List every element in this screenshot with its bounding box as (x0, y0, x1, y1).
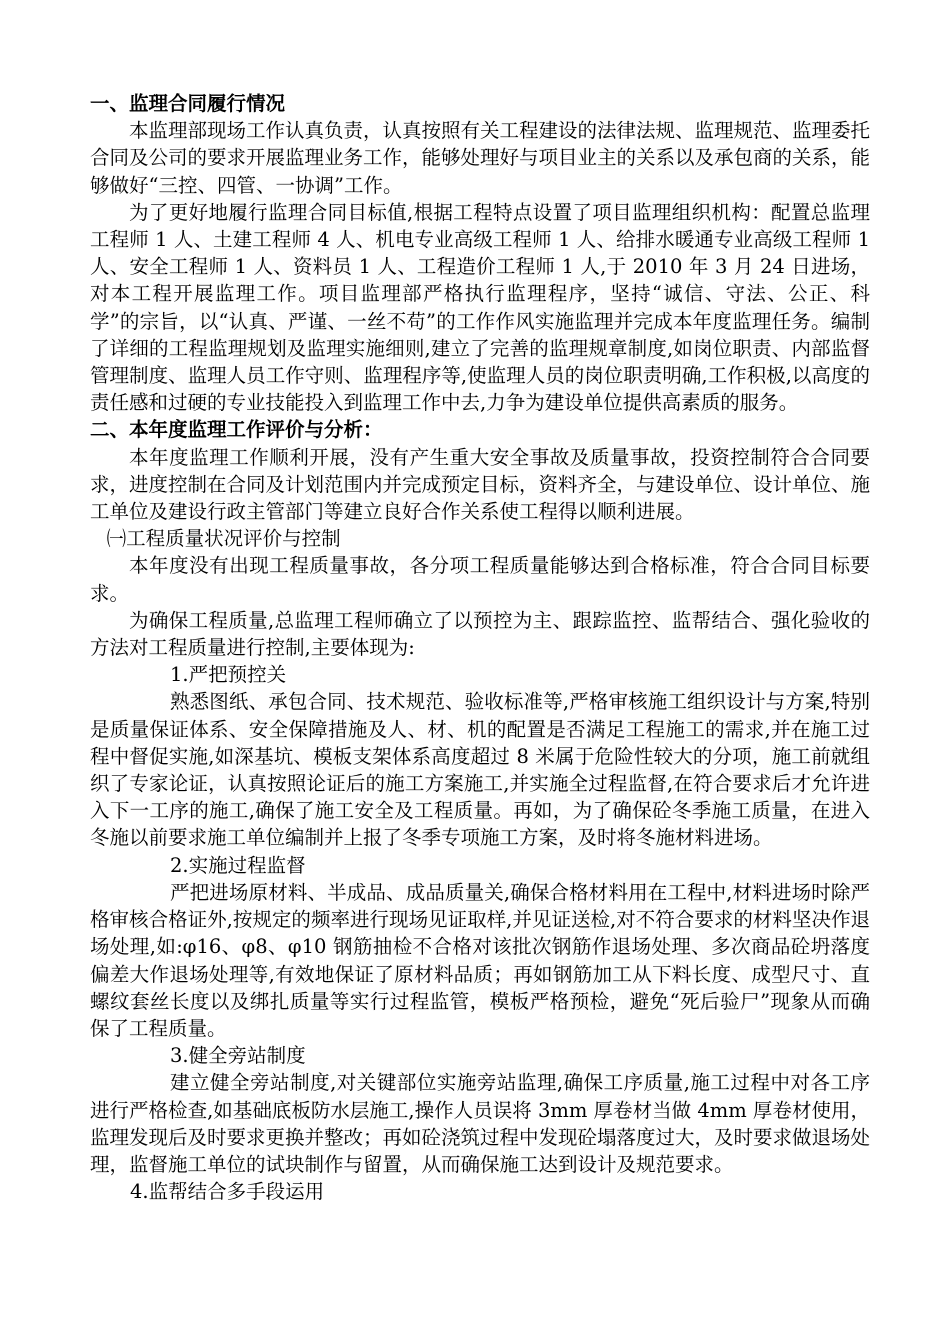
section-1-paragraph-1: 本监理部现场工作认真负责，认真按照有关工程建设的法律法规、监理规范、监理委托合同及公司的要求开展监理业务工作，能够处理好与项目业主的关系以及承包商的关系，能够做好“三控、四管、一协调”工作。 (90, 119, 871, 197)
subsection-1-paragraph-2: 为确保工程质量,总监理工程师确立了以预控为主、跟踪监控、监帮结合、强化验收的方法对工程质量进行控制,主要体现为: (90, 608, 870, 660)
item-2-text: 严把进场原材料、半成品、成品质量关,确保合格材料用在工程中,材料进场时除严格审核合格证外,按规定的频率进行现场见证取样,并见证送检,对不符合要求的材料坚决作退场处理,如:φ16、φ8、φ10 钢筋抽检不合格对该批次钢筋作退场处理、多次商品砼坍落度偏差大作退场处理等,有效地保证了原材料品质；再如钢筋加工从下料长度、成型尺寸、直螺纹套丝长度以及绑扎质量等实行过程监管，模板严格预检，避免“死后验尸”现象从而确保了工程质量。 (90, 880, 870, 1040)
item-1-text: 熟悉图纸、承包合同、技术规范、验收标准等,严格审核施工组织设计与方案,特别是质量保证体系、安全保障措施及人、材、机的配置是否满足工程施工的需求,并在施工过程中督促实施,如深基坑、模板支架体系高度超过 8 米属于危险性较大的分项，施工前就组织了专家论证，认真按照论证后的施工方案施工,并实施全过程监督,在符合要求后才允许进入下一工序的施工,确保了施工安全及工程质量。再如，为了确保砼冬季施工质量，在进入冬施以前要求施工单位编制并上报了冬季专项施工方案，及时将冬施材料进场。 (90, 690, 870, 850)
item-3-heading: 3.健全旁站制度 (170, 1044, 306, 1068)
subsection-1-heading: ㈠工程质量状况评价与控制 (106, 527, 341, 551)
item-2-heading: 2.实施过程监督 (170, 853, 306, 877)
section-1-paragraph-2: 为了更好地履行监理合同目标值,根据工程特点设置了项目监理组织机构：配置总监理工程师 1 人、土建工程师 4 人、机电专业高级工程师 1 人、给排水暖通专业高级工程师 1 人、安全工程师 1 人、资料员 1 人、工程造价工程师 1 人,于 2010 年 3 月 24 日进场，对本工程开展监理工作。项目监理部严格执行监理程序，坚持“诚信、守法、公正、科学”的宗旨，以“认真、严谨、一丝不苟”的工作作风实施监理并完成本年度监理任务。编制了详细的工程监理规划及监理实施细则,建立了完善的监理规章制度,如岗位职责、内部监督管理制度、监理人员工作守则、监理程序等,使监理人员的岗位职责明确,工作积极,以高度的责任感和过硬的专业技能投入到监理工作中去,力争为建设单位提供高素质的服务。 (90, 200, 870, 415)
item-1-heading: 1.严把预控关 (170, 663, 287, 687)
section-2-heading: 二、本年度监理工作评价与分析： (90, 418, 383, 442)
item-3-text: 建立健全旁站制度,对关键部位实施旁站监理,确保工序质量,施工过程中对各工序进行严格检查,如基础底板防水层施工,操作人员误将 3mm 厚卷材当做 4mm 厚卷材使用，监理发现后及时要求更换并整改；再如砼浇筑过程中发现砼塌落度过大，及时要求做退场处理，监督施工单位的试块制作与留置，从而确保施工达到设计及规范要求。 (90, 1071, 871, 1176)
item-4-heading: 4.监帮结合多手段运用 (130, 1180, 325, 1204)
section-1-heading: 一、监理合同履行情况 (90, 92, 286, 115)
subsection-1-paragraph-1: 本年度没有出现工程质量事故，各分项工程质量能够达到合格标准，符合合同目标要求。 (90, 554, 870, 605)
document-body (90, 90, 870, 1205)
section-2-paragraph-1: 本年度监理工作顺利开展，没有产生重大安全事故及质量事故，投资控制符合合同要求，进度控制在合同及计划范围内并完成预定目标，资料齐全，与建设单位、设计单位、施工单位及建设行政主管部门等建立良好合作关系使工程得以顺利进展。 (90, 445, 871, 524)
